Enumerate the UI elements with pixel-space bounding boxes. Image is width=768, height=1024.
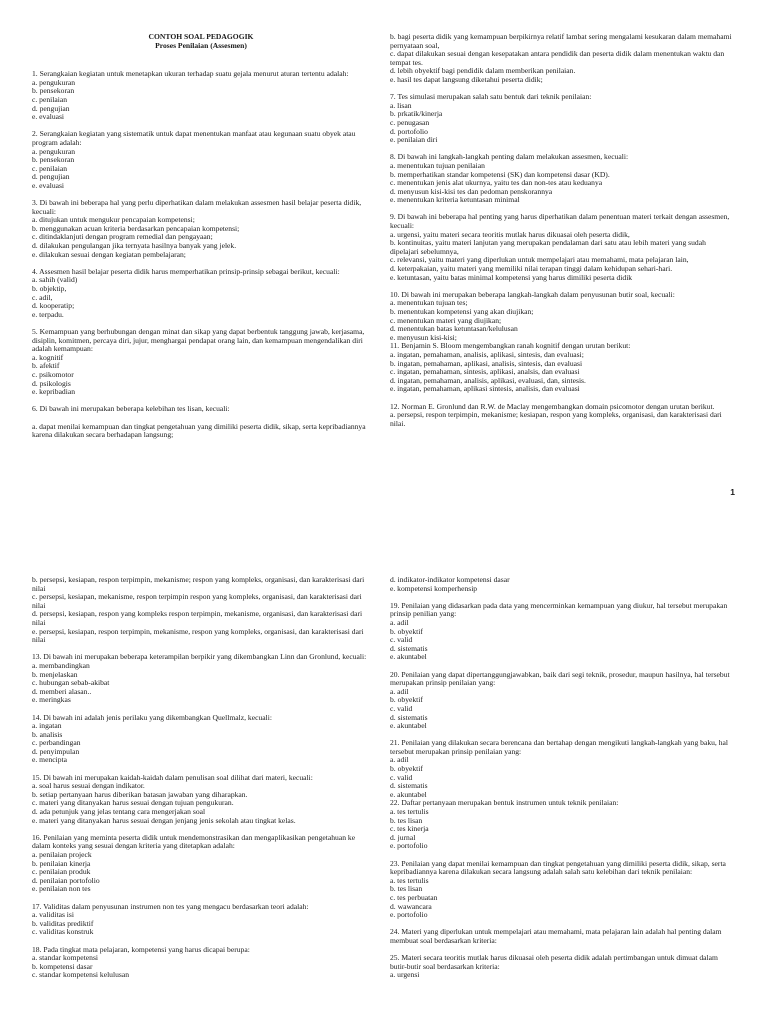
answer-option: b. menjelaskan [32, 669, 78, 679]
question-block [32, 268, 370, 320]
question-block [32, 834, 370, 894]
answer-option: b. menentukan kompetensi yang akan diujikan; [390, 307, 534, 316]
answer-option: e. materi yang ditanyakan harus sesuai dengan jenjang jenis sekolah atau tingkat kelas. [32, 815, 296, 825]
question-text: a. dapat menilai kemampuan dan tingkat pengetahuan yang dimiliki peserta didik, sikap, serta kepribadiannya karena dilakukan secara berhadapan langsung; [32, 421, 366, 440]
answer-option: e. evaluasi [32, 180, 65, 190]
answer-option: a. adil [390, 617, 409, 627]
answer-option: a. pengukuran [32, 146, 76, 156]
answer-option: d. persepsi, kesiapan, respon yang kompleks respon terpimpin, mekanisme, organisasi, dan karakterisasi dari nilai [32, 609, 363, 627]
answer-option: b. analisis [32, 729, 63, 739]
answer-option: d. portofolio [390, 126, 428, 136]
answer-option: c. relevansi, yaitu materi yang diperlukan untuk mempelajari atau memahami, mata pelajaran lain, [390, 255, 689, 265]
question-text: 19. Penilaian yang didasarkan pada data yang mencerminkan kemampuan yang diukur, hal tersebut merupakan prinsip penilian yang: [390, 600, 728, 619]
answer-option: d. memberi alasan.. [32, 686, 92, 696]
answer-option: b. ingatan, pemahaman, aplikasi, analisis, sintesis, dan evaluasi [390, 358, 583, 368]
answer-option: a. kognitif [32, 352, 64, 362]
answer-option: b. obyektif [390, 626, 423, 636]
question-text: 22. Daftar pertanyaan merupakan bentuk instrumen untuk teknik penilaian: [390, 798, 619, 808]
question-block [32, 903, 370, 937]
answer-option: b. penilaian kinerja [32, 858, 91, 868]
answer-option: b. setiap pertanyaan harus diberikan batasan jawaban yang diharapkan. [32, 789, 248, 799]
answer-option: a. pengukuran [32, 77, 76, 87]
answer-option: b. kompetensi dasar [32, 961, 93, 971]
answer-option: b. pensekoran [32, 86, 75, 96]
answer-option: e. kepribadian [32, 387, 76, 397]
answer-option: e. ketuntasan, yaitu batas minimal kompetensi yang harus dimiliki peserta didik [390, 272, 633, 282]
answer-option: d. pengujian [32, 103, 70, 113]
answer-option: c. tes perbuatan [390, 892, 438, 902]
question-text: 2. Serangkaian kegiatan yang sistematik untuk dapat menentukan manfaat atau kegunaan suatu obyek atau program adalah: [32, 129, 356, 147]
answer-option: a. tes tertulis [390, 807, 429, 817]
answer-option: b. memperhatikan standar kompetensi (SK) dan kompetensi dasar (KD). [390, 169, 610, 179]
answer-option: a. adil [390, 755, 409, 765]
answer-option: a. sahih (valid) [32, 275, 78, 285]
question-block [390, 403, 736, 429]
answer-option: c. penugasan [390, 117, 430, 127]
page1-left-column [32, 33, 370, 448]
answer-option: c. materi yang ditanyakan harus sesuai dengan tujuan pengukuran. [32, 798, 234, 808]
question-text: 6. Di bawah ini merupakan beberapa kelebihan tes lisan, kecuali: [32, 404, 230, 414]
question-block [390, 213, 736, 282]
question-block [32, 714, 370, 766]
answer-option: e. kompetensi komperhensip [390, 583, 478, 593]
question-text: 13. Di bawah ini merupakan beberapa keterampilan berpikir yang dikembangkan Linn dan Gronlund, kecuali: [32, 652, 367, 662]
page-number: 1 [730, 487, 735, 497]
answer-option: c. perbandingan [32, 738, 81, 748]
answer-option: a. soal harus sesuai dengan indikator. [32, 781, 145, 791]
answer-option: c. menentukan materi yang diujikan; [390, 315, 502, 325]
answer-option: a. urgensi, yaitu materi secara teoritis mutlak harus dikuasai oleh peserta didik, [390, 229, 630, 239]
question-text: 9. Di bawah ini beberapa hal penting yang harus diperhatikan dalam penentuan materi terkait dengan assesmen, kecuali: [390, 212, 730, 231]
answer-option: c. penilaian [32, 94, 67, 104]
answer-option: c. persepsi, kesiapan, mekanisme, respon terpimpin respon yang kompleks, organisasi, dan karakterisasi dari nilai [32, 592, 362, 610]
answer-option: c. adil, [32, 292, 53, 302]
answer-option: d. pengujian [32, 172, 70, 182]
answer-option: e. terpadu. [32, 309, 64, 319]
answer-option: d. keterpakaian, yaitu materi yang memiliki nilai terapan tinggi dalam kehidupan sehari-hari. [390, 264, 673, 274]
answer-option: d. wawancara [390, 901, 432, 911]
answer-option: a. membandingkan [32, 660, 90, 670]
answer-option: e. persepsi, kesiapan, respon terpimpin, mekanisme, respon yang kompleks, organisasi, dan karakterisasi dari nilai [32, 626, 364, 645]
answer-option: c. ditindaklanjuti dengan program remedial dan pengayaan; [32, 232, 213, 242]
answer-option: d. penyimpulan [32, 746, 80, 756]
answer-option: c. ingatan, pemahaman, sintesis, aplikasi, analsis, dan evaluasi [390, 367, 580, 377]
answer-option: a. standar kompetensi [32, 953, 99, 963]
answer-option: d. ada petunjuk yang jelas tentang cara mengerjakan soal [32, 807, 206, 817]
question-text: 15. Di bawah ini merupakan kaidah-kaidah dalam penulisan soal dilihat dari materi, kecuali: [32, 772, 313, 782]
answer-option: e. akuntabel [390, 652, 427, 662]
question-block [390, 342, 736, 394]
question-block [32, 946, 370, 980]
answer-option: c. dapat dilakukan sesuai dengan kesepatakan antara pendidik dan peserta didik dalam menentukan waktu dan tempat tes. [390, 49, 725, 67]
answer-option: a. adil [390, 686, 409, 696]
answer-option: d. indikator-indikator kompetensi dasar [390, 575, 510, 584]
answer-option: d. sistematis [390, 712, 428, 722]
answer-option: c. hubungan sebab-akibat [32, 678, 110, 688]
answer-option: d. jurnal [390, 832, 416, 842]
answer-option: b. pensekoran [32, 155, 75, 165]
page2-left-column [32, 576, 370, 989]
question-text: 8. Di bawah ini langkah-langkah penting dalam melakukan assesmen, kecuali: [390, 152, 629, 162]
answer-option: e. ingatan, pemahaman, aplikasi sintesis, analisis, dan evaluasi [390, 384, 580, 394]
answer-option: d. psikologis [32, 378, 71, 388]
document-subtitle: Proses Penilaian (Assesmen) [155, 40, 247, 50]
answer-option: c. menentukan jenis alat ukurnya, yaitu tes dan non-tes atau keduanya [390, 178, 603, 188]
answer-option: a. persepsi, respon terpimpin, mekanisme; kesiapan, respon yang kompleks, organisasi, dan karakterisasi dari nilai. [390, 410, 722, 428]
answer-option: d. menentukan batas ketuntasan/kelulusan [390, 324, 518, 334]
answer-option: d. ingatan, pemahaman, analisis, aplikasi, evaluasi, dan, sintesis. [390, 375, 586, 385]
document-page-1 [0, 0, 768, 500]
answer-option: d. kooperatip; [32, 301, 75, 311]
question-block [390, 291, 736, 343]
answer-option: b. prkatik/kinerja [390, 109, 443, 119]
answer-option: b. menggunakan acuan kriteria berdasarkan pencapaian kompetensi; [32, 223, 240, 233]
answer-option: c. validitas konstruk [32, 927, 94, 937]
question-block [390, 928, 736, 945]
answer-option: c. tes kinerja [390, 824, 429, 834]
answer-option: d. sistematis [390, 643, 428, 653]
answer-option: b. persepsi, kesiapan, respon terpimpin, mekanisme; respon yang kompleks, organisasi, dan karakterisasi dari nilai [32, 575, 365, 593]
answer-option: b. obyektif [390, 695, 423, 705]
question-block [390, 576, 736, 593]
answer-option: e. menyusun kisi-kisi; [390, 332, 457, 342]
answer-option: c. valid [390, 703, 413, 713]
question-block [390, 860, 736, 920]
question-text: 21. Penilaian yang dilakukan secara berencana dan bertahap dengan mengikuti langkah-langkah yang baku, hal tersebut merupakan prinsip penilaian yang: [390, 738, 729, 756]
answer-option: b. kontinuitas, yaitu materi lanjutan yang merupakan pendalaman dari satu atau lebih materi yang sudah dipelajari sebelumnya, [390, 238, 706, 256]
question-text: 16. Penilaian yang meminta peserta didik untuk mendemonstrasikan dan mengaplikasikan pengetahuan ke dalam konteks yang sesuai dengan kriteria yang ditetapkan adalah: [32, 832, 356, 851]
answer-option: e. meringkas [32, 695, 71, 705]
answer-option: e. penilaian non tes [32, 884, 91, 894]
answer-option: b. afektif [32, 361, 60, 371]
question-block [32, 576, 370, 645]
question-block [390, 93, 736, 145]
answer-option: e. mencipta [32, 755, 67, 765]
answer-option: a. ingatan, pemahaman, analisis, aplikasi, sintesis, dan evaluasi; [390, 349, 584, 359]
question-block [390, 799, 736, 851]
answer-option: d. lebih obyektif bagi pendidik dalam memberikan penilaian. [390, 66, 576, 76]
question-text: 24. Materi yang diperlukan untuk mempelajari atau memahami, mata pelajaran lain adalah hal penting dalam membuat soal berdasarkan kriteria: [390, 927, 722, 945]
question-block [32, 423, 370, 440]
answer-option: b. validitas prediktif [32, 918, 94, 928]
question-text: 3. Di bawah ini beberapa hal yang perlu diperhatikan dalam melakukan assesmen hasil belajar peserta didik, kecuali: [32, 198, 362, 216]
answer-option: a. menentukan tujuan penilaian [390, 160, 485, 170]
document-page-2 [0, 500, 768, 1024]
answer-option: a. ditujukan untuk mengukur pencapaian kompetensi; [32, 215, 195, 225]
answer-option: e. menentukan kriteria ketuntasan minimal [390, 195, 520, 205]
question-text: 1. Serangkaian kegiatan untuk menetapkan ukuran terhadap suatu gejala menurut aturan tertentu adalah: [32, 69, 349, 79]
page1-right-column [390, 33, 736, 437]
answer-option: a. penilaian projeck [32, 850, 92, 859]
answer-option: d. penilaian portofolio [32, 875, 100, 885]
answer-option: e. evaluasi [32, 112, 65, 122]
question-block [32, 199, 370, 259]
answer-option: d. menyusun kisi-kisi tes dan pedoman penskorannya [390, 186, 553, 196]
answer-option: b. obyektif [390, 764, 423, 774]
question-block [32, 328, 370, 397]
answer-option: e. dilakukan sesuai dengan kegiatan pembelajaran; [32, 249, 186, 259]
answer-option: b. objektip, [32, 284, 67, 294]
question-block [390, 33, 736, 85]
answer-option: c. valid [390, 772, 413, 782]
answer-option: c. psikomotor [32, 369, 74, 379]
question-block [390, 739, 736, 799]
answer-option: c. penilaian [32, 163, 67, 173]
question-text: 23. Penilaian yang dapat menilai kemampuan dan tingkat pengetahuan yang dimiliki peserta didik, sikap, serta kepribadiannya karena dilakukan secara langsung adalah salah satu kelebihan dari teknik penilaian: [390, 858, 726, 877]
question-block [32, 774, 370, 826]
question-text: 14. Di bawah ini adalah jenis perilaku yang dikembangkan Quellmalz, kecuali: [32, 712, 272, 722]
question-block [390, 954, 736, 980]
document-title-block [32, 33, 370, 50]
page2-right-column [390, 576, 736, 989]
answer-option: a. ingatan [32, 721, 62, 731]
answer-option: e. hasil tes dapat langsung diketahui peserta didik; [390, 74, 543, 84]
answer-option: c. standar kompetensi kelulusan [32, 970, 130, 980]
answer-option: d. dilakukan pengulangan jika ternyata hasilnya banyak yang jelek. [32, 241, 237, 251]
question-text: 11. Benjamin S. Bloom mengembangkan ranah kognitif dengan urutan berikut: [390, 341, 631, 351]
answer-option: e. portofolio [390, 910, 428, 920]
question-text: 18. Pada tingkat mata pelajaran, kompetensi yang harus dicapai berupa: [32, 944, 250, 954]
question-text: 25. Materi secara teoritis mutlak harus dikuasai oleh peserta didik adalah pertimbangan untuk dimuat dalam butir-butir soal berdasarkan kriteria: [390, 953, 718, 971]
question-block [32, 405, 370, 414]
question-block [390, 602, 736, 662]
answer-option: b. tes lisan [390, 815, 423, 825]
answer-option: e. akuntabel [390, 789, 427, 799]
answer-option: a. tes tertulis [390, 875, 429, 885]
answer-option: b. tes lisan [390, 884, 423, 894]
answer-option: a. lisan [390, 100, 412, 110]
answer-option: d. sistematis [390, 781, 428, 791]
question-block [390, 671, 736, 731]
question-block [32, 130, 370, 190]
question-text: 17. Validitas dalam penyusunan instrumen non tes yang mengacu berdasarkan teori adalah: [32, 901, 309, 911]
question-block [390, 153, 736, 205]
answer-option: c. penilaian produk [32, 867, 91, 877]
question-text: 20. Penilaian yang dapat dipertanggungjawabkan, baik dari segi teknik, prosedur, maupun hasilnya, hal tersebut merupakan prinsip penilaian yang: [390, 669, 730, 688]
answer-option: e. portofolio [390, 841, 428, 851]
document-title: CONTOH SOAL PEDAGOGIK [148, 32, 254, 41]
question-text: 12. Norman E. Gronlund dan R.W. de Maclay mengembangkan domain psicomotor dengan urutan berikut. [390, 401, 715, 411]
question-block [32, 70, 370, 122]
question-block [32, 653, 370, 705]
answer-option: a. menentukan tujuan tes; [390, 298, 468, 308]
question-text: 7. Tes simulasi merupakan salah satu bentuk dari teknik penilaian: [390, 92, 592, 102]
question-text: 5. Kemampuan yang berhubungan dengan minat dan sikap yang dapat berbentuk tanggung jawab, kerjasama, disiplin, komitmen, percaya diri, jujur, menghargai pendapat orang lain, dan kemampuan mengendalikan diri adalah kemampuan: [32, 327, 365, 354]
answer-option: e. penilaian diri [390, 135, 438, 145]
question-text: 10. Di bawah ini merupakan beberapa langkah-langkah dalam penyusunan butir soal, kecuali: [390, 289, 675, 299]
answer-option: c. valid [390, 635, 413, 645]
answer-option: e. akuntabel [390, 721, 427, 731]
answer-option: a. validitas isi [32, 910, 74, 920]
question-text: 4. Assesmen hasil belajar peserta didik harus memperhatikan prinsip-prinsip sebagai berikut, kecuali: [32, 266, 340, 276]
answer-option: b. bagi peserta didik yang kemampuan berpikirnya relatif lambat sering mengalami kesukaran dalam memahami pernyataan soal, [390, 32, 732, 50]
answer-option: a. urgensi [390, 970, 420, 980]
